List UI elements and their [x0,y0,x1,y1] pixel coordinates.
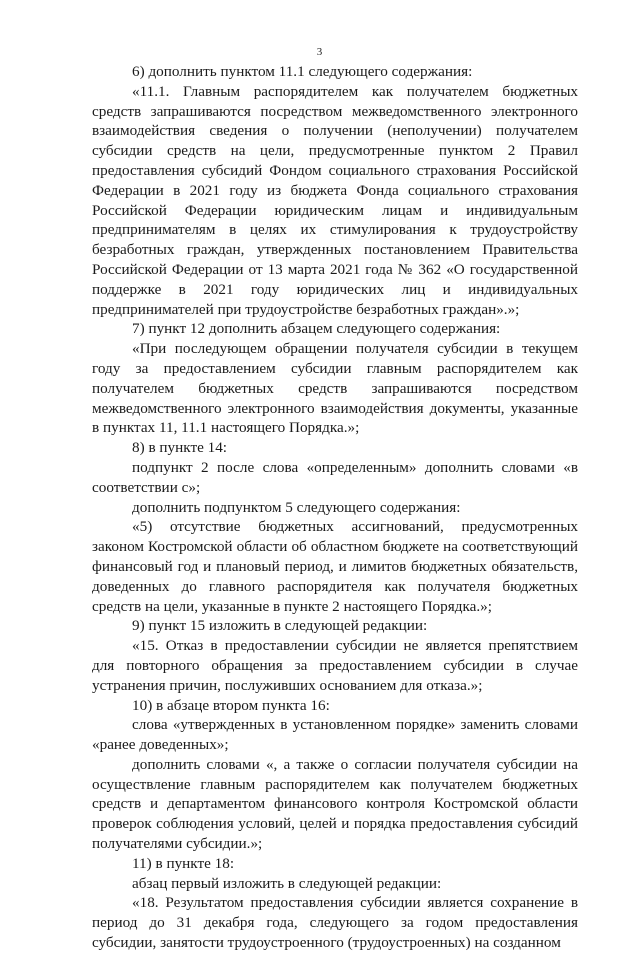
paragraph-point-18-text: «18. Результатом предоставления субсидии является сохранение в период до 31 декабря года, следующего за годом предоставления субсидии, занятости трудоустроенного (трудоустроенных) на созданном [92,894,578,952]
paragraph-item-6: 6) дополнить пунктом 11.1 следующего содержания: [132,63,473,80]
paragraph-add-subpoint-5: дополнить подпунктом 5 следующего содержания: [132,498,461,516]
page-number: 3 [316,46,323,58]
paragraph-words-replace: слова «утвержденных в установленном порядке» заменить словами «ранее доведенных»; [92,716,578,754]
paragraph-words-add: дополнить словами «, а также о согласии получателя субсидии на осуществление главным распорядителем как получателем бюджетных средств и департаментом финансового контроля Костромской области проверок соблюдения условий, целей и порядка предоставления субсидий получателями субсидии.»; [92,755,578,853]
paragraph-item-11: 11) в пункте 18: [132,854,235,872]
paragraph-point-11-1: «11.1. Главным распорядителем как получателем бюджетных средств запрашиваются посредством межведомственного электронного взаимодействия сведения о получении (неполучении) получателем субсидии средств на цели, предусмотренные пунктом 2 Правил предоставления субсидий Фондом социального страхования Российской Федерации в 2021 году из бюджета Фонда социального страхования Российской Федерации юридическим лицам и индивидуальным предпринимателям в целях их стимулирования к трудоустройству безработных граждан, утвержденных постановлением Правительства Российской Федерации от 13 марта 2021 года № 362 «О государственной поддержке в 2021 году юридических лиц и индивидуальных предпринимателей при трудоустройстве безработных граждан».»; [92,82,578,318]
paragraph-item-9: 9) пункт 15 изложить в следующей редакции: [132,617,428,635]
paragraph-point-15-text: «15. Отказ в предоставлении субсидии не является препятствием для повторного обращения за предоставлением субсидии в случае устранения причин, послуживших основанием для отказа.»; [92,637,578,694]
document-body [92,62,578,953]
paragraph-item-10: 10) в абзаце втором пункта 16: [132,696,330,714]
paragraph-first-abzac: абзац первый изложить в следующей редакции: [132,874,442,892]
paragraph-subpoint-2: подпункт 2 после слова «определенным» дополнить словами «в соответствии с»; [92,458,578,496]
paragraph-item-7: 7) пункт 12 дополнить абзацем следующего содержания: [132,320,501,338]
paragraph-item-8: 8) в пункте 14: [132,439,228,457]
paragraph-subpoint-5-text: «5) отсутствие бюджетных ассигнований, предусмотренных законом Костромской области об областном бюджете на соответствующий финансовый год и плановый период, и лимитов бюджетных обязательств, доведенных до главного распорядителя как получателя бюджетных средств на цели, указанные в пункте 2 настоящего Порядка.»; [92,518,578,615]
paragraph-point-12-addition: «При последующем обращении получателя субсидии в текущем году за предоставлением субсидии главным распорядителем как получателем бюджетных средств запрашиваются посредством межведомственного электронного взаимодействия документы, указанные в пунктах 11, 11.1 настоящего Порядка.»; [92,340,578,437]
